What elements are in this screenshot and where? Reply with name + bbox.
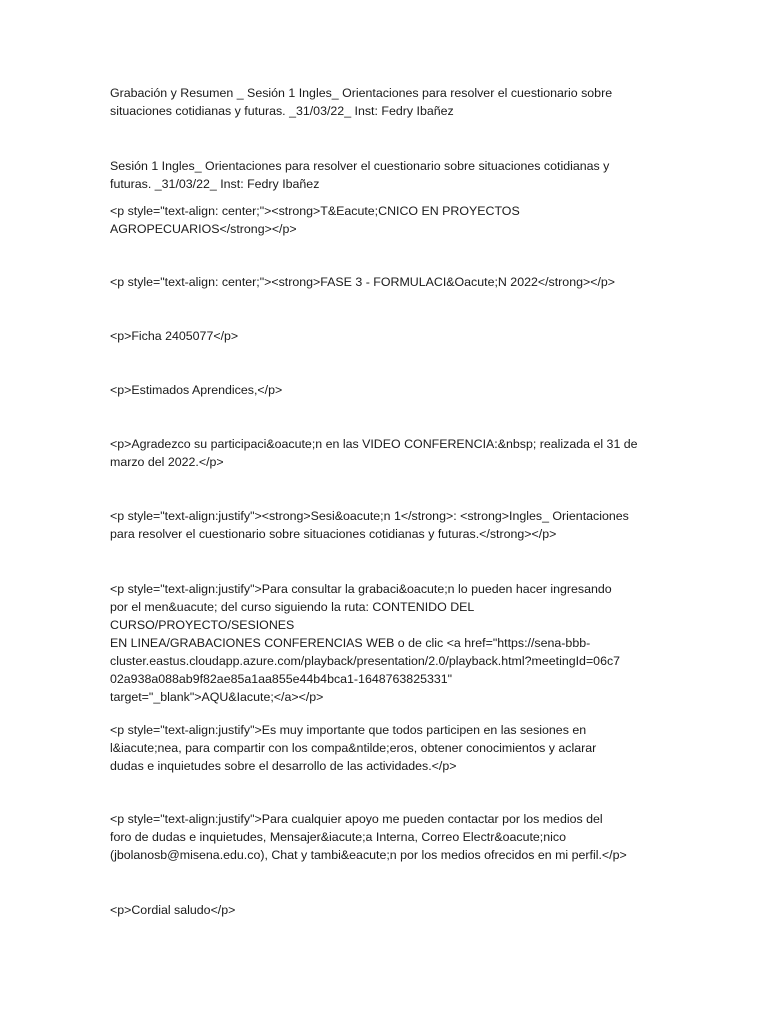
contact-paragraph: <p style="text-align:justify">Para cualquier apoyo me pueden contactar por los medios del foro de dudas e inquietudes, Mensajer&iacute;a Interna, Correo Electr&oacute;nico (jbolanosb@misena.edu.co), Chat y tambi&eacute;n por los medios ofrecidos en mi perfil.</p> [110,812,627,862]
session-heading: Sesión 1 Ingles_ Orientaciones para resolver el cuestionario sobre situaciones cotidianas y futuras. _31/03/22_ Inst: Fedry Ibañez [110,159,610,191]
recording-instructions-paragraph: <p style="text-align:justify">Para consultar la grabaci&oacute;n lo pueden hacer ingresando por el men&uacute; del curso siguiendo la ruta: CONTENIDO DEL CURSO/PROYECTO/SESIONES EN LINEA/GRABACIONES CONFERENCIAS WEB o de clic <a href="https://sena-bbb- cluster.eastus.cloudapp.azure.com/playback/presentation/2.0/playback.html?meetingId=06c7 02a938a088ab9f82ae85a1aa855e44b4bca1-1648763825331" target="_blank">AQU&Iacute;</a></p> [110,582,621,704]
phase-line: <p style="text-align: center;"><strong>FASE 3 - FORMULACI&Oacute;N 2022</strong></p> [110,275,616,289]
ficha-line: <p>Ficha 2405077</p> [110,329,239,343]
document-title: Grabación y Resumen _ Sesión 1 Ingles_ Orientaciones para resolver el cuestionario sobre situaciones cotidianas y futuras. _31/03/22_ Inst: Fedry Ibañez [110,86,613,118]
thanks-paragraph: <p>Agradezco su participaci&oacute;n en las VIDEO CONFERENCIA:&nbsp; realizada el 31 de marzo del 2022.</p> [110,437,638,469]
session-description-paragraph: <p style="text-align:justify"><strong>Sesi&oacute;n 1</strong>: <strong>Ingles_ Orientaciones para resolver el cuestionario sobre situaciones cotidianas y futuras.</strong></p> [110,509,629,541]
greeting-line: <p>Estimados Aprendices,</p> [110,383,283,397]
closing-line: <p>Cordial saludo</p> [110,903,236,917]
program-line: <p style="text-align: center;"><strong>T&Eacute;CNICO EN PROYECTOS AGROPECUARIOS</strong></p> [110,204,520,236]
participation-paragraph: <p style="text-align:justify">Es muy importante que todos participen en las sesiones en l&iacute;nea, para compartir con los compa&ntilde;eros, obtener conocimientos y aclarar dudas e inquietudes sobre el desarrollo de las actividades.</p> [110,723,597,773]
